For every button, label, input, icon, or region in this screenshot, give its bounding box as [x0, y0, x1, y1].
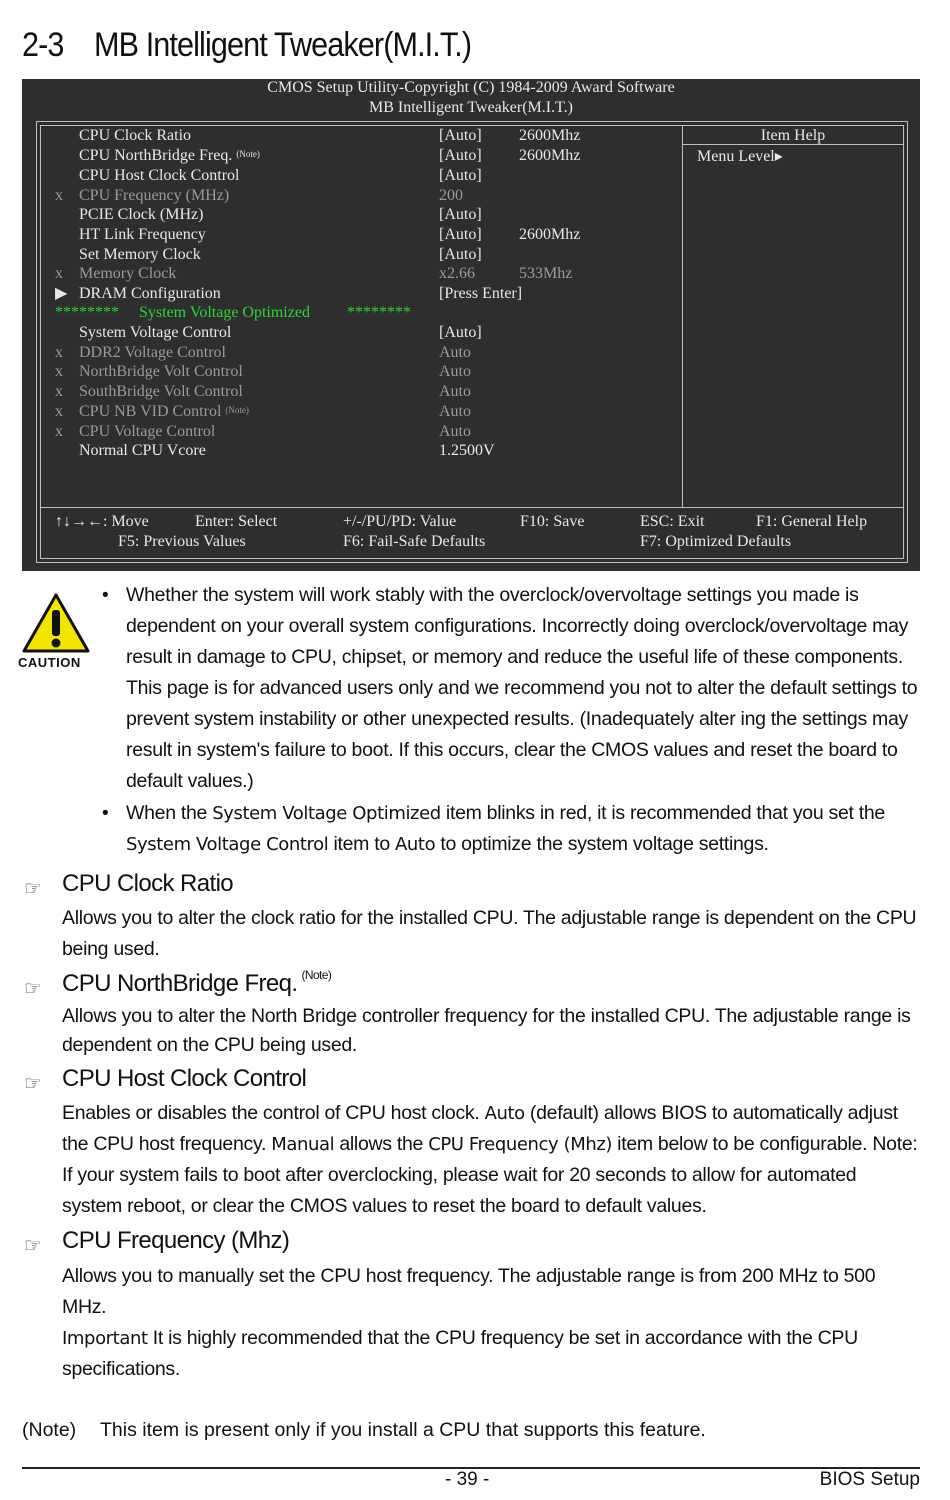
caution-label: CAUTION	[18, 655, 81, 670]
key-previous: F5: Previous Values	[118, 533, 246, 550]
row-mark: x	[55, 423, 63, 440]
bios-copyright: CMOS Setup Utility-Copyright (C) 1984-2009 Award Software	[267, 79, 675, 96]
setting-value: Auto	[439, 383, 471, 400]
bullet-icon: •	[102, 585, 109, 606]
section-title: MB Intelligent Tweaker(M.I.T.)	[94, 26, 472, 64]
setting-label: Set Memory Clock	[79, 246, 201, 263]
setting-value: [Auto]	[439, 226, 482, 243]
setting-label: NorthBridge Volt Control	[79, 363, 243, 380]
row-mark: x	[55, 363, 63, 380]
caution-bullet-1: Whether the system will work stably with the overclock/overvoltage settings you made is dependent on your overall system configurations. Incorrectly doing overclock/overvoltage may result in damage to CPU, chipset, or memory and reduce the useful life of these components. This page is for advanced users only and we recommend you not to alter the default settings to prevent system instability or other unexpected results. (Inadequately alter ing the settings may result in system's failure to boot. If this occurs, clear the CMOS values and reset the board to default values.)	[126, 584, 918, 792]
setting-value: 1.2500V	[439, 442, 495, 459]
setting-label: CPU Frequency (MHz)	[79, 187, 230, 204]
pointing-hand-icon: ☞	[24, 878, 42, 900]
bios-frame	[36, 121, 908, 563]
setting-value: Auto	[439, 344, 471, 361]
text-cpu-clock-ratio: Allows you to alter the clock ratio for the installed CPU. The adjustable range is dependent on the CPU being used.	[62, 907, 917, 960]
setting-value: [Auto]	[439, 147, 482, 164]
heading-cpu-northbridge-freq: CPU NorthBridge Freq. $^{(Note)}$	[62, 968, 332, 997]
setting-label: CPU NorthBridge Freq. $^{(Note)}$	[79, 147, 260, 164]
text-cpu-northbridge-freq: Allows you to alter the North Bridge controller frequency for the installed CPU. The adjustable range is dependent on the CPU being used.	[62, 1005, 911, 1056]
item-help-header: Item Help	[760, 127, 826, 144]
note-marker: (Note)	[225, 405, 249, 415]
note-marker: (Note)	[236, 149, 260, 159]
setting-value: [Auto]	[439, 167, 482, 184]
setting-value: x2.66	[439, 265, 475, 282]
pointing-hand-icon: ☞	[24, 1235, 42, 1257]
setting-label: CPU Host Clock Control	[79, 167, 240, 184]
pointing-hand-icon: ☞	[24, 978, 42, 1000]
section-number: 2-3	[22, 26, 64, 64]
page-number: - 39 -	[445, 1469, 490, 1490]
heading-cpu-host-clock-control: CPU Host Clock Control	[62, 1065, 307, 1092]
setting-value: [Auto]	[439, 127, 482, 144]
menu-level: Menu Level▸	[697, 148, 783, 165]
triangle-right-icon: ▸	[774, 148, 783, 165]
setting-value: 200	[439, 187, 463, 204]
setting-label: PCIE Clock (MHz)	[79, 206, 204, 223]
submenu-arrow-icon: ▶	[55, 285, 68, 302]
setting-label: CPU Clock Ratio	[79, 127, 192, 144]
key-save: F10: Save	[520, 513, 585, 530]
key-value: +/-/PU/PD: Value	[343, 513, 457, 530]
setting-frequency: 2600Mhz	[519, 127, 581, 144]
setting-value: [Auto]	[439, 246, 482, 263]
setting-label: DRAM Configuration	[79, 285, 221, 302]
setting-value: [Auto]	[439, 324, 482, 341]
key-move: ↑↓→←: Move	[55, 513, 149, 530]
footnote: (Note) This item is present only if you install a CPU that supports this feature.	[22, 1419, 706, 1441]
bios-inner-frame: Item Help Menu Level▸ CPU Clock Ratio [Auto] 2600Mhz CPU NorthBridge Freq. $^{(Note)}$ [Auto] 2600Mhz CPU Host Clock Control [Auto] x CPU Frequency (MHz) 200 PCIE Clock (MHz) [Auto] HT Link Frequency [Auto] 2600Mhz Set Memory Clock [Auto] x Memory Clock x2.66 533Mhz ▶ DRAM Configuration [Press Enter] System Voltage Control [Auto] x DDR2 Voltage Control Auto x NorthBridge Volt Control Auto x SouthBridge Volt Control Auto x CPU NB VID Control $^{(Note)}$ Auto x CPU Voltage Control Auto Normal CPU Vcore 1.2500V ******** System Voltage Optimized ******** ↑↓→←: Move Enter: Select +/-/PU/PD: Value F10: Save ESC: Exit F1: General Help F5: Previous Values F6: Fail-Safe Defaults F7: Optimized Defaults	[40, 125, 904, 559]
key-enter: Enter: Select	[195, 513, 278, 530]
bullet-icon: •	[102, 803, 109, 824]
row-mark: x	[55, 187, 63, 204]
row-mark: x	[55, 403, 63, 420]
setting-frequency: 2600Mhz	[519, 226, 581, 243]
key-optimized: F7: Optimized Defaults	[640, 533, 792, 550]
setting-value: Auto	[439, 423, 471, 440]
text-cpu-host-clock-control: Enables or disables the control of CPU host clock. Auto (default) allows BIOS to automatically adjust the CPU host frequency. Manual allows the CPU Frequency (Mhz) item below to be configurable. Note: If your system fails to boot after overclocking, please wait for 20 seconds to allow for automated system reboot, or clear the CMOS values to reset the board to default values.	[62, 1102, 918, 1217]
key-exit: ESC: Exit	[640, 513, 705, 530]
row-mark: x	[55, 344, 63, 361]
text-cpu-frequency-important: Important It is highly recommended that the CPU frequency be set in accordance with the CPU specifications.	[62, 1327, 858, 1380]
setting-label: SouthBridge Volt Control	[79, 383, 243, 400]
section-heading	[22, 26, 471, 65]
setting-value: [Auto]	[439, 206, 482, 223]
setting-value: Auto	[439, 403, 471, 420]
setting-label: Memory Clock	[79, 265, 177, 282]
setting-frequency: 2600Mhz	[519, 147, 581, 164]
heading-cpu-clock-ratio: CPU Clock Ratio	[62, 870, 234, 897]
setting-value: Auto	[439, 363, 471, 380]
row-mark: x	[55, 383, 63, 400]
setting-label: Normal CPU Vcore	[79, 442, 206, 459]
setting-label: CPU NB VID Control $^{(Note)}$	[79, 403, 249, 420]
setting-frequency: 533Mhz	[519, 265, 573, 282]
setting-label: CPU Voltage Control	[79, 423, 216, 440]
setting-label: DDR2 Voltage Control	[79, 344, 226, 361]
setting-label: System Voltage Control	[79, 324, 232, 341]
footer-chapter: BIOS Setup	[819, 1469, 920, 1490]
pointing-hand-icon: ☞	[24, 1073, 42, 1095]
key-help: F1: General Help	[756, 513, 868, 530]
setting-label: HT Link Frequency	[79, 226, 206, 243]
bios-screen	[22, 79, 920, 571]
heading-cpu-frequency: CPU Frequency (Mhz)	[62, 1227, 290, 1254]
key-failsafe: F6: Fail-Safe Defaults	[343, 533, 486, 550]
caution-icon	[22, 592, 90, 659]
caution-bullet-2: When the System Voltage Optimized item blinks in red, it is recommended that you set the System Voltage Control item to Auto to optimize the system voltage settings.	[126, 802, 885, 855]
bios-page-title: MB Intelligent Tweaker(M.I.T.)	[368, 99, 573, 116]
row-mark: x	[55, 265, 63, 282]
text-cpu-frequency: Allows you to manually set the CPU host frequency. The adjustable range is from 200 MHz to 500 MHz.	[62, 1265, 876, 1318]
setting-value: [Press Enter]	[439, 285, 523, 302]
